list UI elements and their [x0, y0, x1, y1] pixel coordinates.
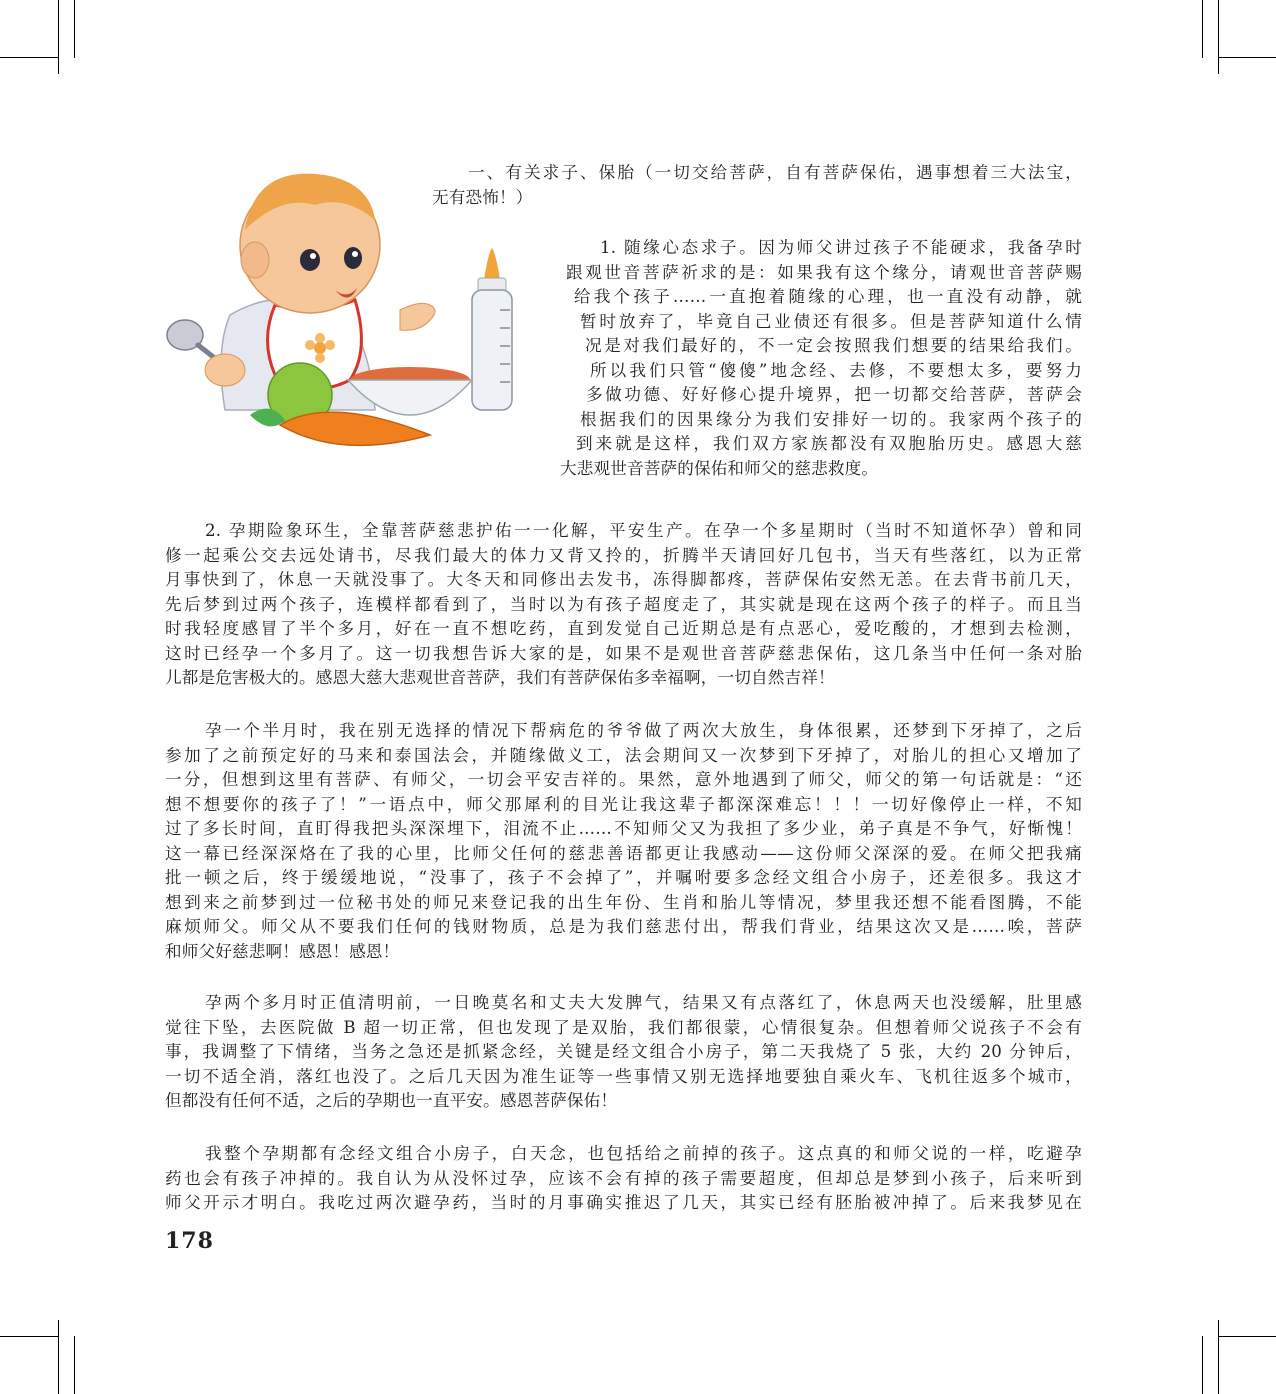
text-line: 月事快到了，休息一天就没事了。大冬天和同修出去发书，冻得脚都疼，菩萨保佑安然无恙。在去背书前几天， [165, 570, 1082, 589]
text-line: 事，我调整了下情绪，当务之急还是抓紧念经，关键是经文组合小房子，第二天我烧了 5 张，大约 20 分钟后， [165, 1042, 1082, 1061]
heading-line: 一、有关求子、保胎（一切交给菩萨，自有菩萨保佑，遇事想着三大法宝， [468, 163, 1082, 182]
crop-mark [1218, 1336, 1276, 1337]
text-line: 参加了之前预定好的马来和泰国法会，并随缘做义工，法会期间又一次梦到下牙掉了，对胎儿的担心又增加了 [165, 745, 1082, 765]
text-line: 1. 随缘心态求子。因为师父讲过孩子不能硬求，我备孕时 [600, 238, 1082, 257]
text-line: 这时已经孕一个多月了。这一切我想告诉大家的是，如果不是观世音菩萨慈悲保佑，这几条当中任何一条对胎 [165, 643, 1082, 663]
text-line: 我整个孕期都有念经文组合小房子，白天念，也包括给之前掉的孩子。这点真的和师父说的一样，吃避孕 [205, 1144, 1082, 1163]
crop-mark [1202, 0, 1203, 58]
text-line: 批一顿之后，终于缓缓地说，“没事了，孩子不会掉了”，并嘱咐要多念经文组合小房子，还差很多。我这才 [165, 868, 1082, 887]
text-line: 2. 孕期险象环生，全靠菩萨慈悲护佑一一化解，平安生产。在孕一个多星期时（当时不知道怀孕）曾和同 [205, 521, 1082, 540]
text-line: 想不想要你的孩子了！”一语点中，师父那犀利的目光让我这辈子都深深难忘！！！一切好像停止一样，不知 [165, 794, 1082, 814]
text-line: 觉往下坠，去医院做 B 超一切正常，但也发现了是双胎，我们都很蒙，心情很复杂。但想着师父说孩子不会有 [165, 1017, 1082, 1037]
text-line: 这一幕已经深深烙在了我的心里，比师父任何的慈悲善语都更让我感动——这份师父深深的爱。在师父把我痛 [165, 843, 1082, 863]
paragraph-1 [0, 236, 1082, 481]
text-line: 孕两个多月时正值清明前，一日晚莫名和丈夫大发脾气，结果又有点落红了，休息两天也没缓解，肚里感 [205, 993, 1082, 1012]
crop-mark [58, 1320, 59, 1394]
paragraph-2 [165, 519, 1082, 691]
text-line: 一切不适全消，落红也没了。之后几天因为准生证等一些事情又别无选择地要独自乘火车、飞机往返多个城市， [165, 1066, 1082, 1086]
text-line: 况是对我们最好的，不一定会按照我们想要的结果给我们。 [585, 336, 1082, 355]
text-line: 想到来之前梦到过一位秘书处的师兄来登记我的出生年份、生肖和胎儿等情况，梦里我还想不能看图腾，不能 [165, 892, 1082, 912]
text-line: 但都没有任何不适，之后的孕期也一直平安。感恩菩萨保佑！ [165, 1091, 618, 1110]
text-line: 药也会有孩子冲掉的。我自认为从没怀过孕，应该不会有掉的孩子需要超度，但却总是梦到小孩子，后来听到 [165, 1168, 1082, 1188]
page-number: 178 [165, 1228, 214, 1254]
heading-line: 无有恐怖！） [432, 187, 533, 207]
crop-mark [1218, 0, 1219, 74]
paragraph-3 [165, 719, 1082, 964]
text-line: 过了多长时间，直盯得我把头深深埋下，泪流不止……不知师父又为我担了多少业，弟子真是不争气，好惭愧！ [165, 819, 1082, 838]
crop-mark [1218, 57, 1276, 58]
crop-mark [74, 0, 75, 58]
crop-mark [58, 0, 59, 74]
crop-mark [0, 57, 58, 58]
section-heading [432, 161, 1082, 210]
text-line: 麻烦师父。师父从不要我们任何的钱财物质，总是为我们慈悲付出，帮我们背业，结果这次又是……唉，菩萨 [165, 917, 1082, 936]
text-line: 到来就是这样，我们双方家族都没有双胞胎历史。感恩大慈 [576, 434, 1082, 453]
text-line: 跟观世音菩萨祈求的是：如果我有这个缘分，请观世音菩萨赐 [566, 262, 1082, 282]
text-line: 和师父好慈悲啊！感恩！感恩！ [165, 941, 400, 961]
text-line: 给我个孩子……一直抱着随缘的心理，也一直没有动静，就 [574, 287, 1082, 306]
text-line: 师父开示才明白。我吃过两次避孕药，当时的月事确实推迟了几天，其实已经有胚胎被冲掉了。后来我梦见在 [165, 1193, 1082, 1212]
crop-mark [1202, 1336, 1203, 1394]
text-line: 先后梦到过两个孩子，连模样都看到了，当时以为有孩子超度走了，其实就是现在这两个孩子的样子。而且当 [165, 594, 1082, 614]
crop-mark [0, 1336, 58, 1337]
text-line: 儿都是危害极大的。感恩大慈大悲观世音菩萨，我们有菩萨保佑多幸福啊，一切自然吉祥！ [165, 668, 835, 687]
text-line: 一分，但想到这里有菩萨、有师父，一切会平安吉祥的。果然，意外地遇到了师父，师父的第一句话就是：“还 [165, 770, 1082, 789]
text-line: 暂时放弃了，毕竟自己业债还有很多。但是菩萨知道什么情 [580, 311, 1082, 331]
text-line: 根据我们的因果缘分为我们安排好一切的。我家两个孩子的 [580, 409, 1082, 429]
text-line: 所以我们只管“傻傻”地念经、去修，不要想太多，要努力 [590, 360, 1082, 380]
text-line: 修一起乘公交去远处请书，尽我们最大的体力又背又拎的，折腾半天请回好几包书，当天有些落红，以为正常 [165, 545, 1082, 565]
text-line: 时我轻度感冒了半个多月，好在一直不想吃药，直到发觉自己近期总是有点恶心，爱吃酸的，才想到去检测， [165, 619, 1082, 638]
text-line: 多做功德、好好修心提升境界，把一切都交给菩萨，菩萨会 [586, 385, 1082, 404]
paragraph-5 [165, 1142, 1082, 1216]
crop-mark [74, 1336, 75, 1394]
crop-mark [1218, 1320, 1219, 1394]
paragraph-4 [165, 991, 1082, 1114]
text-line: 孕一个半月时，我在别无选择的情况下帮病危的爷爷做了两次大放生，身体很累，还梦到下牙掉了，之后 [205, 721, 1082, 740]
text-line: 大悲观世音菩萨的保佑和师父的慈悲救度。 [560, 458, 879, 478]
